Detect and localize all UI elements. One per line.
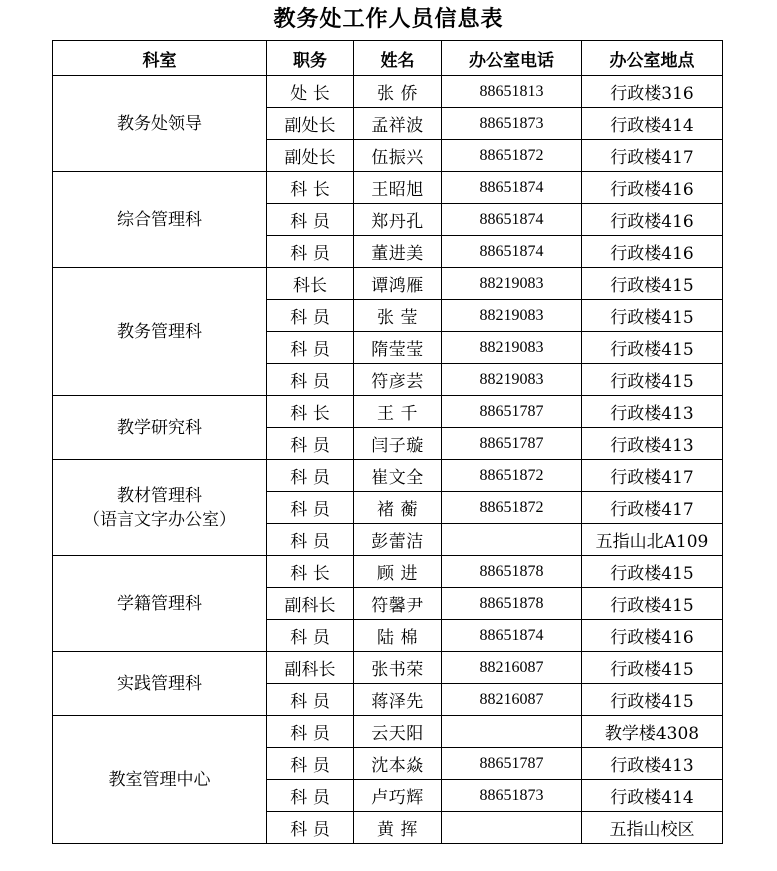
position-cell: 科长 xyxy=(267,268,354,300)
location-cell: 行政楼416 xyxy=(582,172,723,204)
location-cell: 行政楼413 xyxy=(582,396,723,428)
table-row xyxy=(53,76,723,108)
location-cell: 行政楼416 xyxy=(582,620,723,652)
position-cell: 科 员 xyxy=(267,748,354,780)
position-cell: 科 长 xyxy=(267,172,354,204)
header-phone: 办公室电话 xyxy=(442,41,582,76)
name-cell: 彭蕾洁 xyxy=(354,524,442,556)
phone-cell: 88651874 xyxy=(442,204,582,236)
phone-cell: 88651874 xyxy=(442,620,582,652)
table-body xyxy=(53,76,723,844)
phone-cell: 88651872 xyxy=(442,460,582,492)
name-cell: 闫子璇 xyxy=(354,428,442,460)
location-cell: 行政楼417 xyxy=(582,460,723,492)
department-cell: 教材管理科 （语言文字办公室） xyxy=(53,460,267,556)
position-cell: 副科长 xyxy=(267,588,354,620)
name-cell: 云天阳 xyxy=(354,716,442,748)
header-position: 职务 xyxy=(267,41,354,76)
phone-cell xyxy=(442,524,582,556)
department-cell: 教学研究科 xyxy=(53,396,267,460)
name-cell: 张书荣 xyxy=(354,652,442,684)
name-cell: 黄 挥 xyxy=(354,812,442,844)
phone-cell: 88651874 xyxy=(442,172,582,204)
name-cell: 孟祥波 xyxy=(354,108,442,140)
location-cell: 行政楼415 xyxy=(582,332,723,364)
position-cell: 科 员 xyxy=(267,524,354,556)
phone-cell: 88651878 xyxy=(442,556,582,588)
table-row xyxy=(53,268,723,300)
header-department: 科室 xyxy=(53,41,267,76)
header-name: 姓名 xyxy=(354,41,442,76)
name-cell: 蒋泽先 xyxy=(354,684,442,716)
phone-cell: 88216087 xyxy=(442,652,582,684)
document-title: 教务处工作人员信息表 xyxy=(273,7,504,32)
location-cell: 行政楼416 xyxy=(582,204,723,236)
phone-cell: 88651872 xyxy=(442,492,582,524)
position-cell: 副科长 xyxy=(267,652,354,684)
phone-cell: 88219083 xyxy=(442,268,582,300)
position-cell: 科 员 xyxy=(267,492,354,524)
location-cell: 五指山北A109 xyxy=(582,524,723,556)
department-cell: 实践管理科 xyxy=(53,652,267,716)
location-cell: 行政楼316 xyxy=(582,76,723,108)
location-cell: 行政楼415 xyxy=(582,364,723,396)
table-row xyxy=(53,172,723,204)
name-cell: 褚 蘅 xyxy=(354,492,442,524)
location-cell: 行政楼413 xyxy=(582,428,723,460)
name-cell: 卢巧辉 xyxy=(354,780,442,812)
location-cell: 行政楼414 xyxy=(582,108,723,140)
phone-cell: 88219083 xyxy=(442,300,582,332)
position-cell: 科 员 xyxy=(267,460,354,492)
name-cell: 谭鸿雁 xyxy=(354,268,442,300)
position-cell: 科 员 xyxy=(267,204,354,236)
phone-cell xyxy=(442,716,582,748)
position-cell: 科 员 xyxy=(267,716,354,748)
name-cell: 沈本焱 xyxy=(354,748,442,780)
location-cell: 行政楼414 xyxy=(582,780,723,812)
phone-cell: 88651787 xyxy=(442,396,582,428)
name-cell: 张 莹 xyxy=(354,300,442,332)
location-cell: 行政楼417 xyxy=(582,140,723,172)
name-cell: 王昭旭 xyxy=(354,172,442,204)
name-cell: 顾 进 xyxy=(354,556,442,588)
department-cell: 综合管理科 xyxy=(53,172,267,268)
position-cell: 副处长 xyxy=(267,108,354,140)
department-cell: 学籍管理科 xyxy=(53,556,267,652)
location-cell: 行政楼415 xyxy=(582,556,723,588)
location-cell: 行政楼415 xyxy=(582,300,723,332)
location-cell: 行政楼413 xyxy=(582,748,723,780)
location-cell: 行政楼415 xyxy=(582,652,723,684)
table-row xyxy=(53,460,723,492)
position-cell: 科 长 xyxy=(267,556,354,588)
location-cell: 行政楼415 xyxy=(582,684,723,716)
location-cell: 行政楼416 xyxy=(582,236,723,268)
department-cell: 教室管理中心 xyxy=(53,716,267,844)
phone-cell xyxy=(442,812,582,844)
name-cell: 董进美 xyxy=(354,236,442,268)
location-cell: 行政楼415 xyxy=(582,588,723,620)
position-cell: 科 长 xyxy=(267,396,354,428)
name-cell: 符馨尹 xyxy=(354,588,442,620)
position-cell: 科 员 xyxy=(267,364,354,396)
location-cell: 五指山校区 xyxy=(582,812,723,844)
position-cell: 科 员 xyxy=(267,620,354,652)
name-cell: 张 侨 xyxy=(354,76,442,108)
location-cell: 行政楼415 xyxy=(582,268,723,300)
name-cell: 郑丹孔 xyxy=(354,204,442,236)
position-cell: 科 员 xyxy=(267,780,354,812)
position-cell: 副处长 xyxy=(267,140,354,172)
phone-cell: 88651878 xyxy=(442,588,582,620)
phone-cell: 88651874 xyxy=(442,236,582,268)
location-cell: 教学楼4308 xyxy=(582,716,723,748)
phone-cell: 88219083 xyxy=(442,364,582,396)
table-row xyxy=(53,396,723,428)
header-row xyxy=(53,41,723,76)
table-row xyxy=(53,652,723,684)
name-cell: 王 千 xyxy=(354,396,442,428)
phone-cell: 88651787 xyxy=(442,748,582,780)
phone-cell: 88651872 xyxy=(442,140,582,172)
position-cell: 科 员 xyxy=(267,812,354,844)
phone-cell: 88219083 xyxy=(442,332,582,364)
table-row xyxy=(53,716,723,748)
phone-cell: 88651813 xyxy=(442,76,582,108)
position-cell: 科 员 xyxy=(267,332,354,364)
position-cell: 处 长 xyxy=(267,76,354,108)
position-cell: 科 员 xyxy=(267,684,354,716)
phone-cell: 88651873 xyxy=(442,780,582,812)
staff-table xyxy=(52,40,723,844)
position-cell: 科 员 xyxy=(267,300,354,332)
position-cell: 科 员 xyxy=(267,236,354,268)
name-cell: 符彦芸 xyxy=(354,364,442,396)
position-cell: 科 员 xyxy=(267,428,354,460)
header-location: 办公室地点 xyxy=(582,41,723,76)
department-cell: 教务管理科 xyxy=(53,268,267,396)
table-row xyxy=(53,556,723,588)
phone-cell: 88651787 xyxy=(442,428,582,460)
name-cell: 隋莹莹 xyxy=(354,332,442,364)
name-cell: 伍振兴 xyxy=(354,140,442,172)
department-cell: 教务处领导 xyxy=(53,76,267,172)
name-cell: 崔文全 xyxy=(354,460,442,492)
phone-cell: 88216087 xyxy=(442,684,582,716)
name-cell: 陆 棉 xyxy=(354,620,442,652)
phone-cell: 88651873 xyxy=(442,108,582,140)
location-cell: 行政楼417 xyxy=(582,492,723,524)
